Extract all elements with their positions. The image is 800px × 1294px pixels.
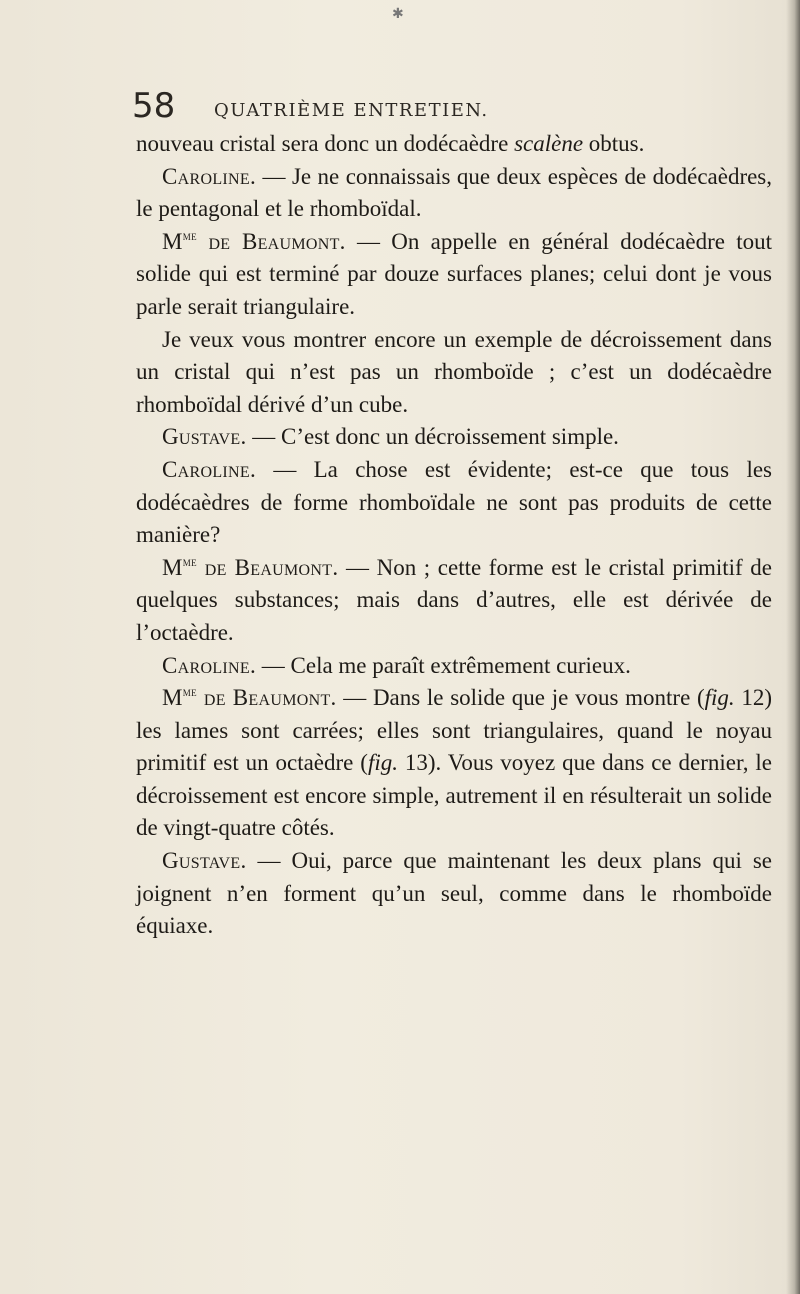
paragraph-text: obtus. bbox=[583, 131, 645, 156]
speaker-title: M bbox=[162, 685, 183, 711]
speaker-title: M bbox=[162, 228, 183, 254]
page-edge-shadow bbox=[786, 0, 800, 1294]
speaker-title: M bbox=[162, 554, 183, 580]
speaker-mme-de-beaumont bbox=[162, 555, 338, 580]
speaker-mme-de-beaumont bbox=[162, 229, 346, 254]
paragraph-6 bbox=[136, 454, 772, 552]
page-header bbox=[132, 86, 772, 126]
speaker-caroline: Caroline. bbox=[162, 456, 257, 482]
paragraph-8 bbox=[136, 650, 772, 683]
speaker-title-sup: me bbox=[182, 227, 197, 243]
paragraph-9 bbox=[136, 682, 772, 845]
paragraph-text: — Dans le solide que je vous montre ( bbox=[343, 685, 705, 711]
paragraph-text: — Cela me paraît extrêmement curieux. bbox=[261, 652, 631, 678]
speaker-caroline: Caroline. bbox=[162, 652, 257, 678]
paragraph-3 bbox=[136, 226, 772, 324]
speaker-name: de Beaumont. bbox=[203, 685, 337, 711]
paragraph-text: — Non ; cette forme est le cristal primitif de quelques substances; mais dans d’autres, elle est dérivée de l’octaèdre. bbox=[136, 554, 773, 645]
paragraph-2 bbox=[136, 161, 772, 226]
page-body bbox=[136, 128, 772, 943]
paragraph-text: Je veux vous montrer encore un exemple de décroissement dans un cristal qui n’est pas un rhomboïde ; c’est un dodécaèdre rhomboïdal dérivé d’un cube. bbox=[136, 326, 772, 417]
speaker-gustave: Gustave. bbox=[162, 848, 247, 874]
paragraph-10 bbox=[136, 845, 772, 943]
paragraph-text: — C’est donc un décroissement simple. bbox=[252, 424, 619, 450]
paragraph-1 bbox=[136, 128, 772, 161]
speaker-caroline: Caroline. bbox=[162, 163, 257, 189]
figure-reference: fig. bbox=[367, 750, 398, 776]
paragraph-text: — Oui, parce que maintenant les deux plans qui se joignent n’en forment qu’un seul, comme dans le rhomboïde équiaxe. bbox=[136, 848, 772, 939]
figure-reference: fig. bbox=[704, 685, 735, 711]
paragraph-5 bbox=[136, 421, 772, 454]
paragraph-text: 12) les lames sont carrées; elles sont triangulaires, quand le noyau primitif est un octaèdre ( bbox=[136, 685, 773, 776]
paragraph-4 bbox=[136, 324, 772, 422]
page-number: 58 bbox=[132, 86, 176, 126]
paragraph-text: nouveau cristal sera donc un dodécaèdre bbox=[136, 131, 515, 156]
italic-term: scalène bbox=[514, 131, 584, 156]
paragraph-text: 13). Vous voyez que dans ce dernier, le décroissement est encore simple, autrement il en résulterait un solide de vingt-quatre côtés. bbox=[136, 750, 772, 841]
speaker-name: de Beaumont. bbox=[208, 228, 346, 254]
speaker-name: de Beaumont. bbox=[204, 554, 339, 580]
speaker-title-sup: me bbox=[182, 553, 197, 569]
paragraph-text: — Je ne connaissais que deux espèces de dodécaèdres, le pentagonal et le rhomboïdal. bbox=[136, 163, 773, 222]
speaker-gustave: Gustave. bbox=[162, 424, 247, 450]
speaker-mme-de-beaumont bbox=[162, 685, 337, 710]
paragraph-text: — On appelle en général dodécaèdre tout solide qui est terminé par douze surfaces planes; celui dont je vous parle serait triangulaire. bbox=[136, 228, 773, 319]
paragraph-text: — La chose est évidente; est-ce que tous les dodécaèdres de forme rhomboïdale ne sont pas produits de cette manière? bbox=[136, 456, 772, 548]
decorative-mark-icon: ✱ bbox=[392, 6, 404, 22]
speaker-title-sup: me bbox=[182, 684, 197, 700]
paragraph-7 bbox=[136, 552, 772, 650]
running-title: QUATRIÈME ENTRETIEN. bbox=[214, 100, 489, 121]
